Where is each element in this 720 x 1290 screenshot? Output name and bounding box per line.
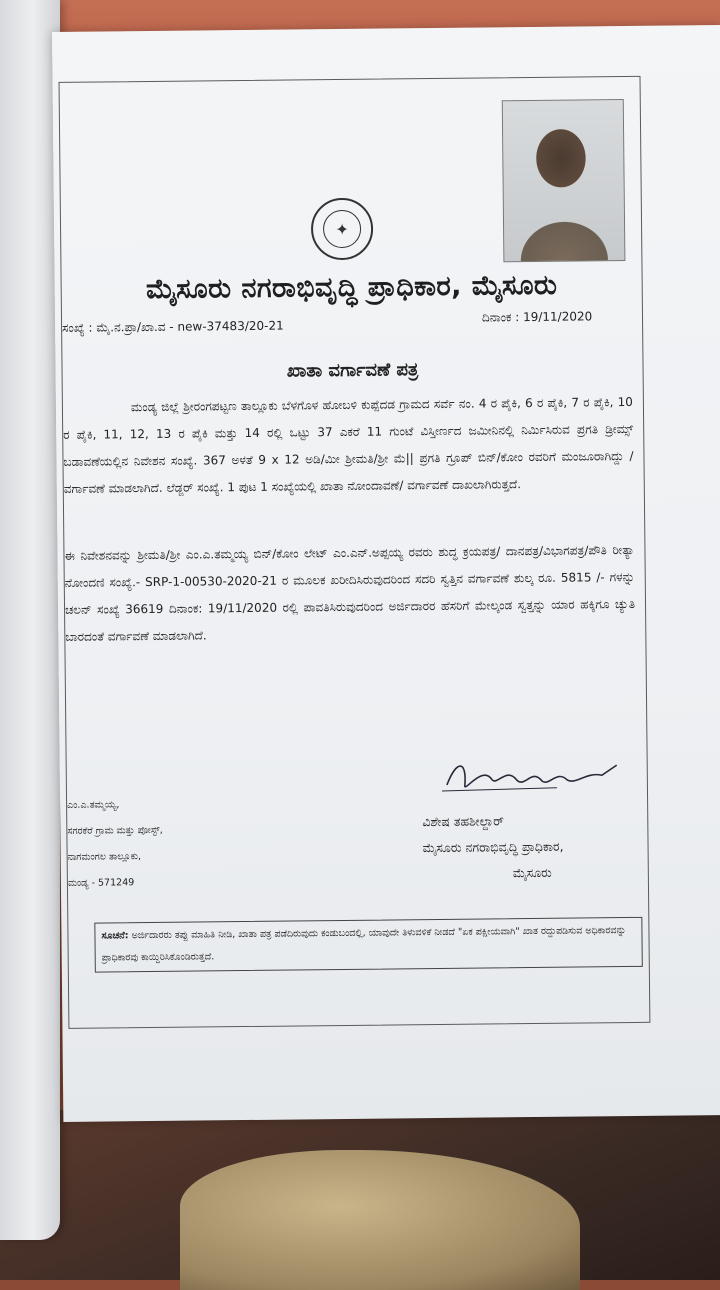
issuing-office bbox=[422, 808, 564, 887]
office-designation: ವಿಶೇಷ ತಹಶೀಲ್ದಾರ್ bbox=[422, 813, 504, 830]
address-line: ನಾಗಮಂಗಲ ತಾಲ್ಲೂಕು, bbox=[67, 851, 142, 863]
authority-emblem-icon: ✦ bbox=[311, 198, 374, 261]
book-page-edge bbox=[0, 0, 60, 1240]
notice-box bbox=[94, 917, 642, 973]
address-line: ಸಗರಕೆರೆ ಗ್ರಾಮ ಮತ್ತು ಪೋಸ್ಟ್, bbox=[67, 824, 163, 837]
signature bbox=[437, 753, 637, 797]
issue-date: ದಿನಾಂಕ : 19/11/2020 bbox=[481, 309, 593, 325]
body-paragraph-2: ಈ ನಿವೇಶನವನ್ನು ಶ್ರೀಮತಿ/ಶ್ರೀ ಎಂ.ಎ.ತಮ್ಮಯ್ಯ ಬಿನ್/ಕೋಂ ಲೇಟ್ ಎಂ.ಎನ್.ಅಪ್ಪಯ್ಯ ರವರು ಶುದ್ಧ ಕ್ರಯಪತ್ರ/ ದಾನಪತ್ರ/ವಿಭಾಗಪತ್ರ/ಪೌತಿ ರೀತ್ಯಾ ನೋಂದಣಿ ಸಂಖ್ಯೆ.- SRP-1-00530-2020-21 ರ ಮೂಲಕ ಖರೀದಿಸಿರುವುದರಿಂದ ಸದರಿ ಸ್ವತ್ತಿನ ವರ್ಗಾವಣೆ ಶುಲ್ಕ ರೂ. 5815 /- ಗಳನ್ನು ಚಲನ್ ಸಂಖ್ಯೆ 36619 ದಿನಾಂಕ: 19/11/2020 ರಲ್ಲಿ ಪಾವತಿಸಿರುವುದರಿಂದ ಅರ್ಜಿದಾರರ ಹೆಸರಿಗೆ ಮೇಲ್ಕಂಡ ಸ್ವತ್ತನ್ನು ಯಾರ ಹಕ್ಕಿಗೂ ಚ್ಯುತಿ ಬಾರದಂತೆ ವರ್ಗಾವಣೆ ಮಾಡಲಾಗಿದೆ. bbox=[64, 542, 636, 644]
notice-label: ಸೂಚನೆ: bbox=[101, 930, 129, 942]
document-page bbox=[52, 25, 720, 1122]
applicant-photo bbox=[502, 99, 626, 262]
document-subtitle: ಖಾತಾ ವರ್ಗಾವಣೆ ಪತ್ರ bbox=[286, 359, 419, 382]
reference-number: ಸಂಖ್ಯೆ : ಮೈ.ನ.ಪ್ರಾ/ಖಾ.ವ - new-37483/20-21 bbox=[62, 318, 284, 335]
office-city: ಮೈಸೂರು bbox=[512, 864, 552, 881]
office-authority: ಮೈಸೂರು ನಗರಾಭಿವೃದ್ಧಿ ಪ್ರಾಧಿಕಾರ, bbox=[422, 838, 564, 856]
body-paragraph-1: ಮಂಡ್ಯ ಜಿಲ್ಲೆ ಶ್ರೀರಂಗಪಟ್ಟಣ ತಾಲ್ಲೂಕು ಬೆಳಗೊಳ ಹೋಬಳಿ ಕುಪ್ಪೆದಡ ಗ್ರಾಮದ ಸರ್ವೆ ನಂ. 4 ರ ಪೈಕಿ, 6 ರ ಪೈಕಿ, 7 ರ ಪೈಕಿ, 10 ರ ಪೈಕಿ, 11, 12, 13 ರ ಪೈಕಿ ಮತ್ತು 14 ರಲ್ಲಿ ಒಟ್ಟು 37 ಎಕರೆ 11 ಗುಂಟೆ ವಿಸ್ತೀರ್ಣದ ಜಮೀನಿನಲ್ಲಿ ನಿರ್ಮಿಸಿರುವ ಪ್ರಗತಿ ಡ್ರೀಮ್ಸ್ ಬಡಾವಣೆಯಲ್ಲಿನ ನಿವೇಶನ ಸಂಖ್ಯೆ. 367 ಅಳತೆ 9 x 12 ಅಡಿ/ಮೀ ಶ್ರೀಮತಿ/ಶ್ರೀ ಮೆ|| ಪ್ರಗತಿ ಗ್ರೂಪ್ ಬಿನ್/ಕೋಂ ರವರಿಗೆ ಮಂಜೂರಾಗಿದ್ದು / ವರ್ಗಾವಣೆ ಮಾಡಲಾಗಿದೆ. ಲೆಡ್ಜರ್ ಸಂಖ್ಯೆ. 1 ಪುಟ 1 ಸಂಖ್ಯೆಯಲ್ಲಿ ಖಾತಾ ನೋಂದಾವಣೆ/ ವರ್ಗಾವಣೆ ದಾಖಲಾಗಿರುತ್ತದೆ. bbox=[63, 394, 634, 496]
authority-title: ಮೈಸೂರು ನಗರಾಭಿವೃದ್ಧಿ ಪ್ರಾಧಿಕಾರ, ಮೈಸೂರು bbox=[145, 269, 558, 306]
applicant-address bbox=[67, 792, 163, 897]
certificate-border bbox=[59, 76, 651, 1029]
notice-text: ಅರ್ಜಿದಾರರು ತಪ್ಪು ಮಾಹಿತಿ ನೀಡಿ, ಖಾತಾ ಪತ್ರ ಪಡೆದಿರುವುದು ಕಂಡುಬಂದಲ್ಲಿ, ಯಾವುದೇ ತಿಳುವಳಿಕೆ ನೀಡದೆ "ಏಕ ಪಕ್ಷೀಯವಾಗಿ" ಖಾತ ರದ್ದುಪಡಿಸುವ ಅಧಿಕಾರವನ್ನು ಪ್ರಾಧಿಕಾರವು ಕಾಯ್ದಿರಿಸಿಕೊಂಡಿರುತ್ತದೆ. bbox=[101, 925, 627, 964]
address-line: ಎಂ.ಎ.ತಮ್ಮಯ್ಯ, bbox=[67, 799, 120, 811]
address-line: ಮಂಡ್ಯ - 571249 bbox=[67, 877, 135, 889]
